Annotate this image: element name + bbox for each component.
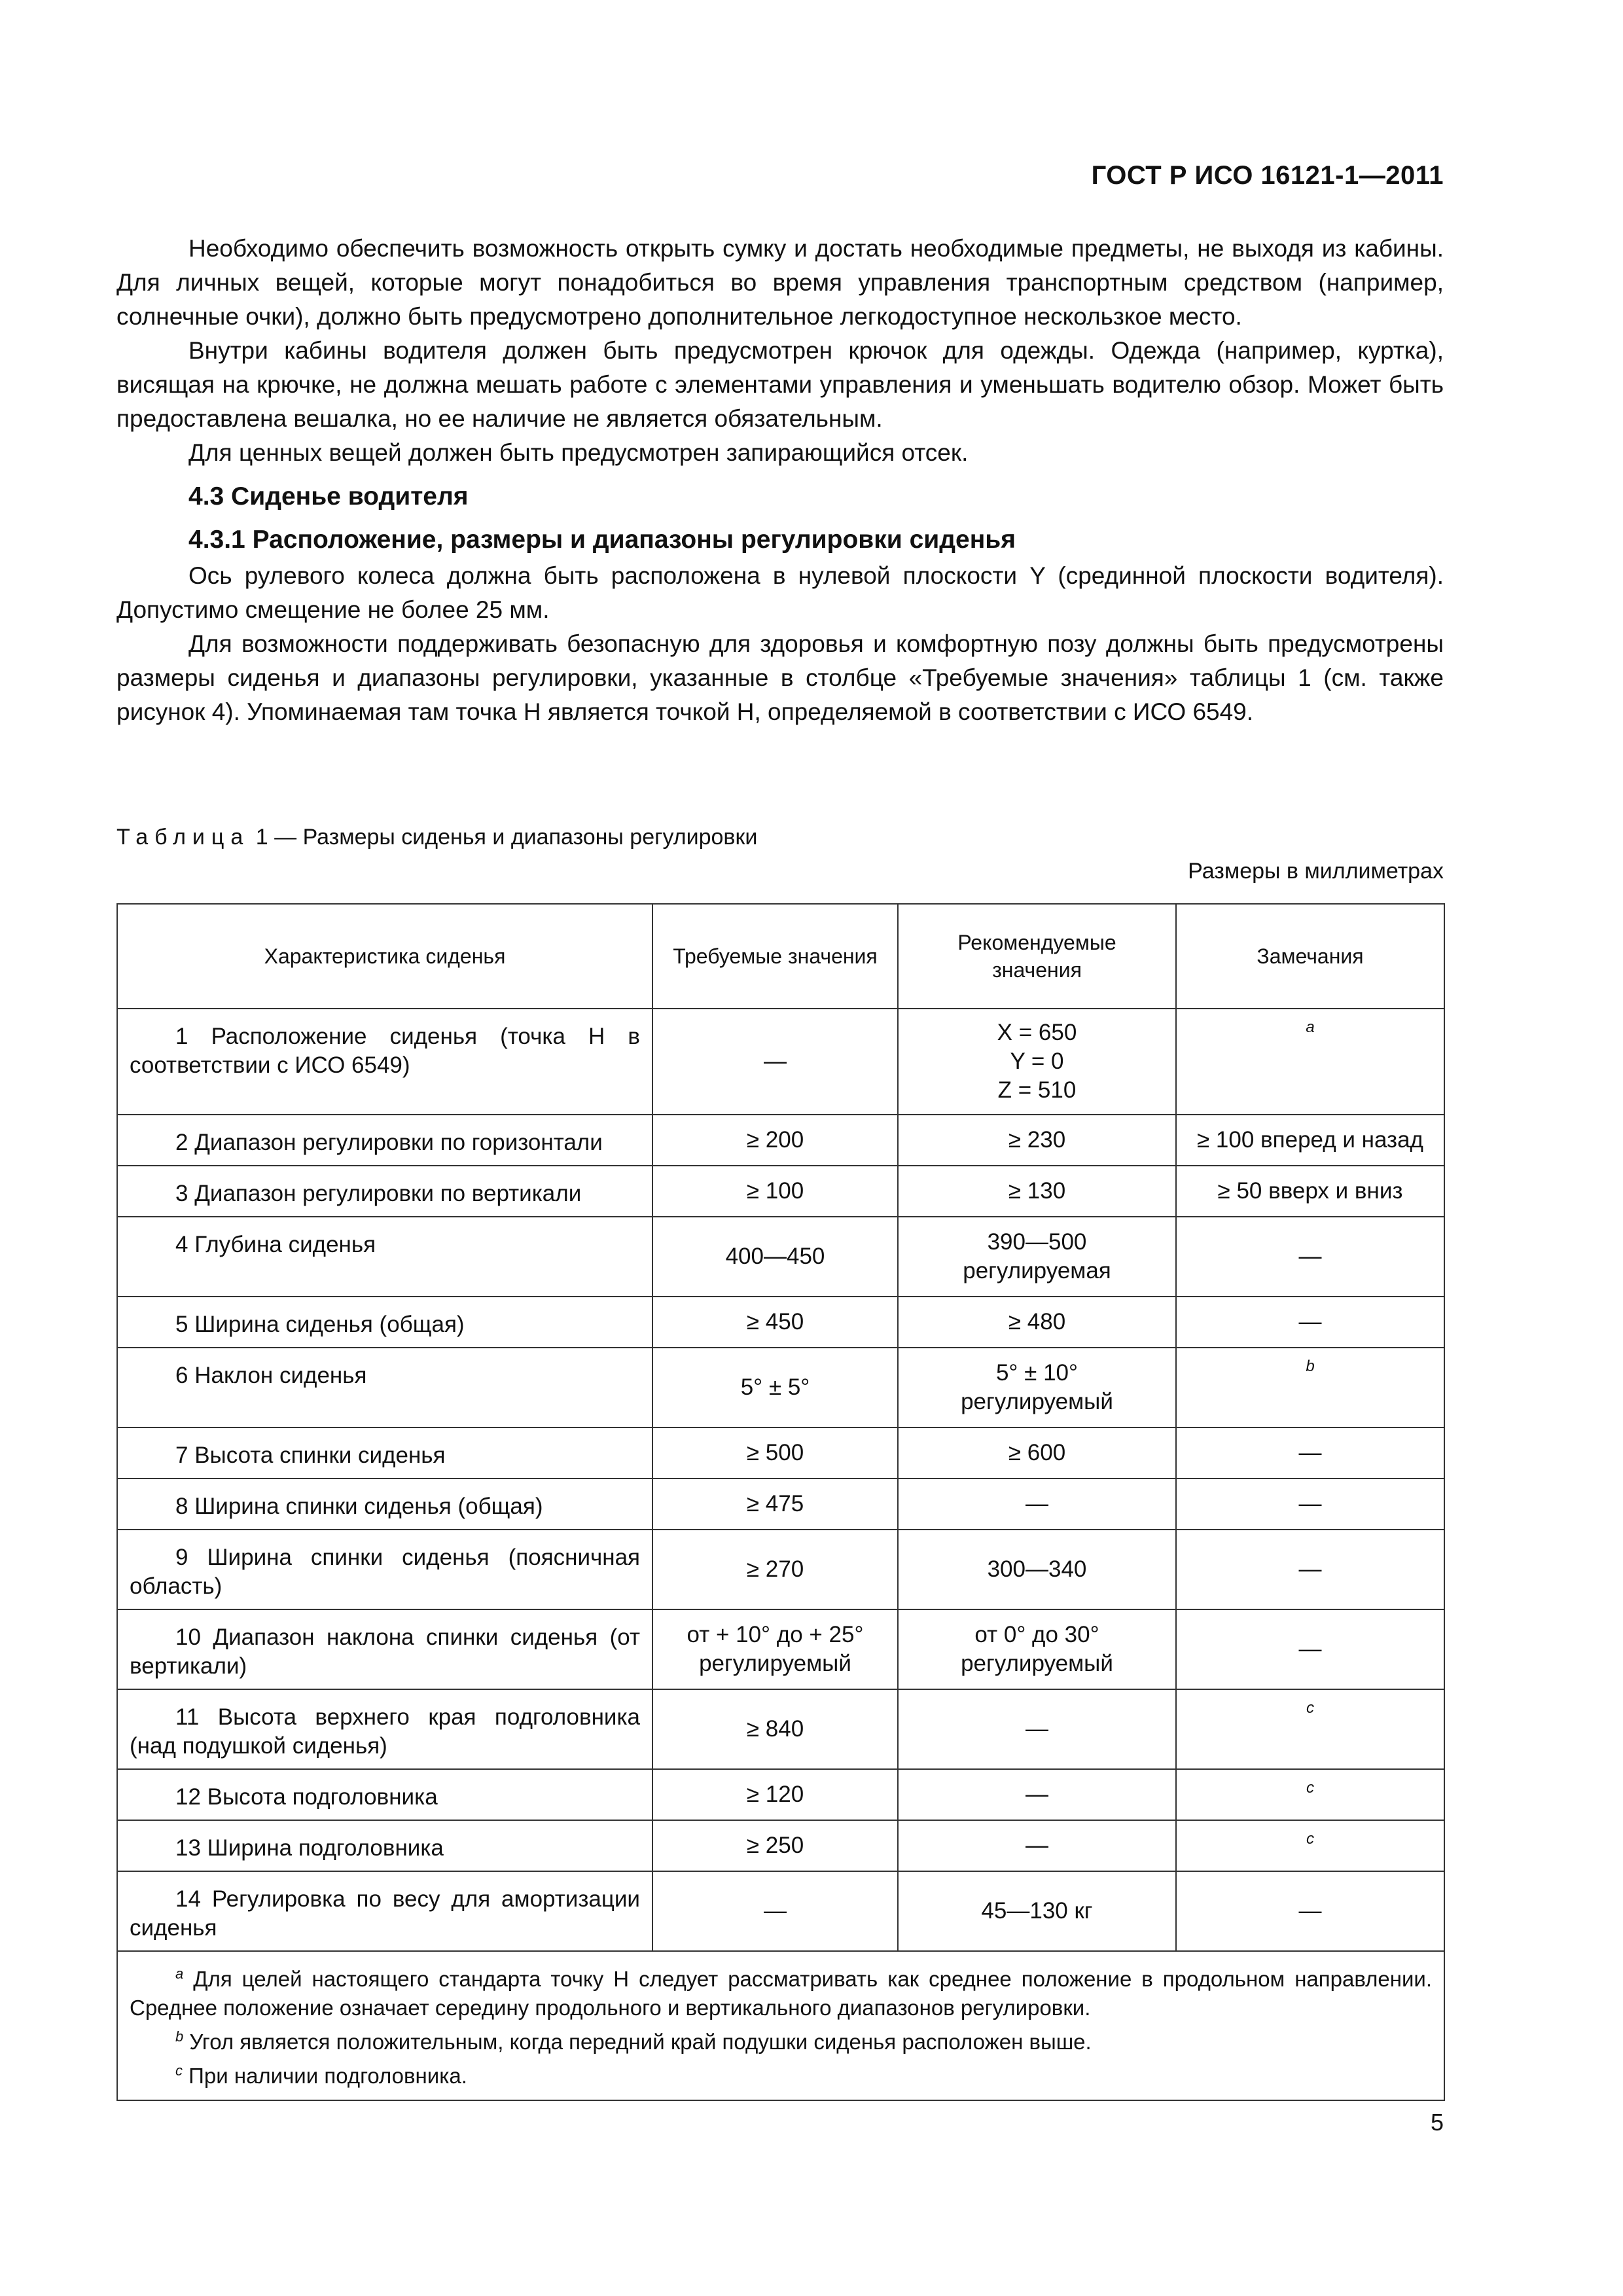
section-heading-4-3-1: 4.3.1 Расположение, размеры и диапазоны регулировки сиденья	[188, 526, 1016, 554]
table-row	[117, 1427, 1444, 1479]
page-number: 5	[1430, 2109, 1444, 2136]
cell-remarks: c	[1176, 1820, 1444, 1871]
section-heading-4-3: 4.3 Сиденье водителя	[188, 482, 469, 511]
footnote	[130, 2022, 1432, 2056]
row-label: Высота спинки сиденья	[194, 1443, 446, 1468]
footnote-mark: b	[175, 2028, 184, 2045]
row-number: 14	[175, 1886, 201, 1912]
table-row	[117, 1769, 1444, 1820]
cell-characteristic	[117, 1297, 652, 1348]
row-number: 6	[175, 1363, 188, 1388]
table-row	[117, 1297, 1444, 1348]
cell-required: ≥ 250	[652, 1820, 898, 1871]
row-number: 9	[175, 1545, 188, 1570]
cell-required: ≥ 450	[652, 1297, 898, 1348]
paragraph: Для возможности поддерживать безопасную для здоровья и комфортную позу должны быть предусмотрены размеры сиденья и диапазоны регулировки, указанные в столбце «Требуемые значения» таблицы 1 (см. также рисунок 4). Упоминаемая там точка H является точкой H, определяемой в соответствии с ИСО 6549.	[116, 630, 1444, 725]
paragraph: Ось рулевого колеса должна быть расположена в нулевой плоскости Y (срединной плоскости водителя). Допустимо смещение не более 25 мм.	[116, 562, 1444, 623]
row-number: 4	[175, 1232, 188, 1257]
column-header: Характеристика сиденья	[117, 904, 652, 1009]
cell-remarks: a	[1176, 1009, 1444, 1115]
table-row	[117, 1166, 1444, 1217]
row-number: 12	[175, 1784, 201, 1810]
table-header-row	[117, 904, 1444, 1009]
cell-recommended: X = 650 Y = 0 Z = 510	[898, 1009, 1176, 1115]
row-number: 2	[175, 1130, 188, 1155]
footnote	[130, 1960, 1432, 2022]
cell-remarks: —	[1176, 1871, 1444, 1951]
row-number: 13	[175, 1835, 201, 1861]
cell-remarks: c	[1176, 1769, 1444, 1820]
row-label: Диапазон наклона спинки сиденья (от вертикали)	[130, 1624, 640, 1679]
cell-remarks: —	[1176, 1217, 1444, 1297]
cell-remarks: ≥ 50 вверх и вниз	[1176, 1166, 1444, 1217]
cell-characteristic	[117, 1009, 652, 1115]
cell-characteristic	[117, 1217, 652, 1297]
row-number: 10	[175, 1624, 201, 1650]
table-row	[117, 1820, 1444, 1871]
table-row	[117, 1217, 1444, 1297]
cell-remarks: ≥ 100 вперед и назад	[1176, 1115, 1444, 1166]
document-header: ГОСТ Р ИСО 16121-1—2011	[1091, 161, 1444, 190]
row-label: Диапазон регулировки по горизонтали	[194, 1130, 603, 1155]
cell-remarks: —	[1176, 1297, 1444, 1348]
table-row	[117, 1871, 1444, 1951]
cell-required: ≥ 270	[652, 1530, 898, 1609]
table-footnotes-row	[117, 1951, 1444, 2100]
cell-characteristic	[117, 1348, 652, 1427]
cell-required: от + 10° до + 25° регулируемый	[652, 1609, 898, 1689]
table-row	[117, 1479, 1444, 1530]
cell-recommended: ≥ 480	[898, 1297, 1176, 1348]
cell-remarks: —	[1176, 1530, 1444, 1609]
row-label: Ширина подголовника	[207, 1835, 444, 1861]
cell-required: ≥ 500	[652, 1427, 898, 1479]
cell-required: ≥ 475	[652, 1479, 898, 1530]
paragraph: Для ценных вещей должен быть предусмотрен запирающийся отсек.	[188, 439, 969, 466]
table-row	[117, 1115, 1444, 1166]
cell-characteristic	[117, 1530, 652, 1609]
row-label: Диапазон регулировки по вертикали	[194, 1181, 582, 1206]
cell-recommended: —	[898, 1820, 1176, 1871]
cell-recommended: 45—130 кг	[898, 1871, 1176, 1951]
paragraph: Необходимо обеспечить возможность открыть сумку и достать необходимые предметы, не выходя из кабины. Для личных вещей, которые могут понадобиться во время управления транспортным средством (например, солнечные очки), должно быть предусмотрено дополнительное легкодоступное нескользкое место.	[116, 235, 1444, 330]
cell-characteristic	[117, 1689, 652, 1769]
table-footnotes	[117, 1951, 1444, 2100]
body-text	[116, 232, 1444, 729]
row-label: Ширина сиденья (общая)	[194, 1312, 465, 1337]
table-units: Размеры в миллиметрах	[1188, 859, 1444, 884]
cell-required: ≥ 120	[652, 1769, 898, 1820]
cell-remarks: c	[1176, 1689, 1444, 1769]
cell-recommended: —	[898, 1689, 1176, 1769]
row-label: Наклон сиденья	[194, 1363, 367, 1388]
cell-required: ≥ 840	[652, 1689, 898, 1769]
cell-recommended: ≥ 130	[898, 1166, 1176, 1217]
cell-recommended: 390—500 регулируемая	[898, 1217, 1176, 1297]
row-label: Ширина спинки сиденья (общая)	[194, 1494, 543, 1519]
table-row	[117, 1348, 1444, 1427]
cell-required: 400—450	[652, 1217, 898, 1297]
row-label: Расположение сиденья (точка H в соответствии с ИСО 6549)	[130, 1024, 640, 1078]
cell-remarks: —	[1176, 1479, 1444, 1530]
row-number: 7	[175, 1443, 188, 1468]
seat-dimensions-table	[116, 903, 1445, 2101]
cell-required: 5° ± 5°	[652, 1348, 898, 1427]
cell-characteristic	[117, 1479, 652, 1530]
cell-characteristic	[117, 1427, 652, 1479]
cell-required: —	[652, 1871, 898, 1951]
cell-required: —	[652, 1009, 898, 1115]
cell-remarks: b	[1176, 1348, 1444, 1427]
paragraph: Внутри кабины водителя должен быть предусмотрен крючок для одежды. Одежда (например, куртка), висящая на крючке, не должна мешать работе с элементами управления и уменьшать водителю обзор. Может быть предоставлена вешалка, но ее наличие не является обязательным.	[116, 337, 1444, 432]
cell-required: ≥ 100	[652, 1166, 898, 1217]
column-header: Рекомендуемые значения	[898, 904, 1176, 1009]
footnote-mark: a	[175, 1965, 184, 1982]
row-number: 8	[175, 1494, 188, 1519]
footnote-mark: c	[175, 2062, 183, 2079]
row-label: Высота подголовника	[207, 1784, 438, 1810]
cell-characteristic	[117, 1166, 652, 1217]
cell-recommended: ≥ 230	[898, 1115, 1176, 1166]
row-number: 11	[175, 1704, 200, 1730]
table-row	[117, 1009, 1444, 1115]
table-row	[117, 1530, 1444, 1609]
cell-recommended: ≥ 600	[898, 1427, 1176, 1479]
cell-characteristic	[117, 1871, 652, 1951]
cell-recommended: 300—340	[898, 1530, 1176, 1609]
table-row	[117, 1609, 1444, 1689]
cell-remarks: —	[1176, 1609, 1444, 1689]
footnote-text: Для целей настоящего стандарта точку H следует рассматривать как среднее положение в продольном направлении. Среднее положение означает середину продольного и вертикального диапазонов регулировки.	[130, 1967, 1432, 2020]
row-number: 5	[175, 1312, 188, 1337]
cell-characteristic	[117, 1820, 652, 1871]
cell-characteristic	[117, 1609, 652, 1689]
footnote	[130, 2056, 1432, 2090]
row-number: 1	[175, 1024, 188, 1049]
column-header: Замечания	[1176, 904, 1444, 1009]
footnote-text: Угол является положительным, когда передний край подушки сиденья расположен выше.	[189, 2030, 1092, 2054]
row-label: Глубина сиденья	[194, 1232, 376, 1257]
table-caption-label: Таблица	[116, 825, 250, 850]
footnote-text: При наличии подголовника.	[188, 2064, 467, 2088]
cell-remarks: —	[1176, 1427, 1444, 1479]
column-header: Требуемые значения	[652, 904, 898, 1009]
row-label: Ширина спинки сиденья (поясничная область)	[130, 1545, 640, 1599]
cell-required: ≥ 200	[652, 1115, 898, 1166]
table-row	[117, 1689, 1444, 1769]
table-caption-text: 1 — Размеры сиденья и диапазоны регулировки	[255, 825, 758, 850]
cell-recommended: —	[898, 1769, 1176, 1820]
cell-recommended: 5° ± 10° регулируемый	[898, 1348, 1176, 1427]
row-number: 3	[175, 1181, 188, 1206]
cell-recommended: —	[898, 1479, 1176, 1530]
table-caption	[116, 825, 757, 850]
row-label: Регулировка по весу для амортизации сиденья	[130, 1886, 640, 1941]
cell-characteristic	[117, 1115, 652, 1166]
cell-characteristic	[117, 1769, 652, 1820]
row-label: Высота верхнего края подголовника (над подушкой сиденья)	[130, 1704, 640, 1759]
cell-recommended: от 0° до 30° регулируемый	[898, 1609, 1176, 1689]
